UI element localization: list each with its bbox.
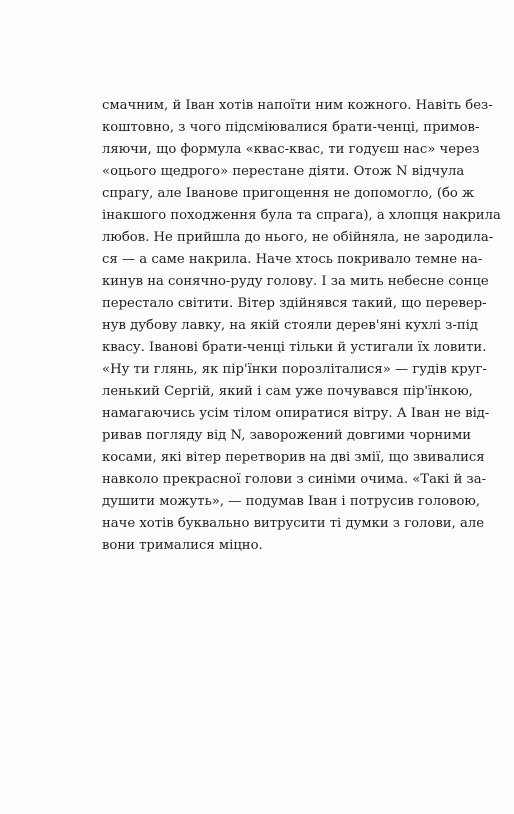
text-line-10: перестало світити. Вітер здійнявся такий, що перевер- [102,296,487,311]
body-text [102,95,501,557]
text-line-13: «Ну ти глянь, як пір'їнки порозліталися» — гудів круг- [102,362,487,377]
text-line-17: косами, які вітер перетворив на дві змії, що звивалися [102,450,485,465]
text-line-11: нув дубову лавку, на якій стояли дерев'яні кухлі з-під [102,318,478,333]
text-line-15: намагаючись усім тілом опиратися вітру. А Іван не від- [102,406,490,421]
text-line-20: наче хотів буквально витрусити ті думки з голови, але [102,516,484,531]
text-line-6: інакшого походження була та спрага), а хлопця накрила [102,208,501,223]
text-line-14: ленький Сергій, який і сам уже почувався пір'їнкою, [102,384,473,399]
text-line-18: навколо прекрасної голови з синіми очима. «Такі й за- [102,472,487,487]
text-line-21: вони трималися міцно. [102,538,263,553]
text-line-2: коштовно, з чого підсміювалися брати-ченці, примов- [102,120,480,135]
text-line-4: «оцього щедрого» перестане діяти. Отож N відчула [102,164,465,179]
text-line-9: кинув на сонячно-руду голову. І за мить небесне сонце [102,274,489,289]
text-line-3: ляючи, що формула «квас-квас, ти годуєш нас» через [102,142,480,157]
text-line-8: ся — а саме накрила. Наче хтось покривало темне на- [102,252,483,267]
text-line-7: любов. Не прийшла до нього, не обійняла, не зародила- [102,230,494,245]
text-line-19: душити можуть», — подумав Іван і потрусив головою, [102,494,481,509]
text-line-16: ривав погляду від N, заворожений довгими чорними [102,428,472,443]
text-line-1: смачним, й Іван хотів напоїти ним кожного. Навіть без- [102,98,493,113]
text-line-12: квасу. Іванові брати-ченці тільки й устигали їх ловити. [102,340,487,355]
text-line-5: спрагу, але Іванове пригощення не допомогло, (бо ж [102,186,475,201]
